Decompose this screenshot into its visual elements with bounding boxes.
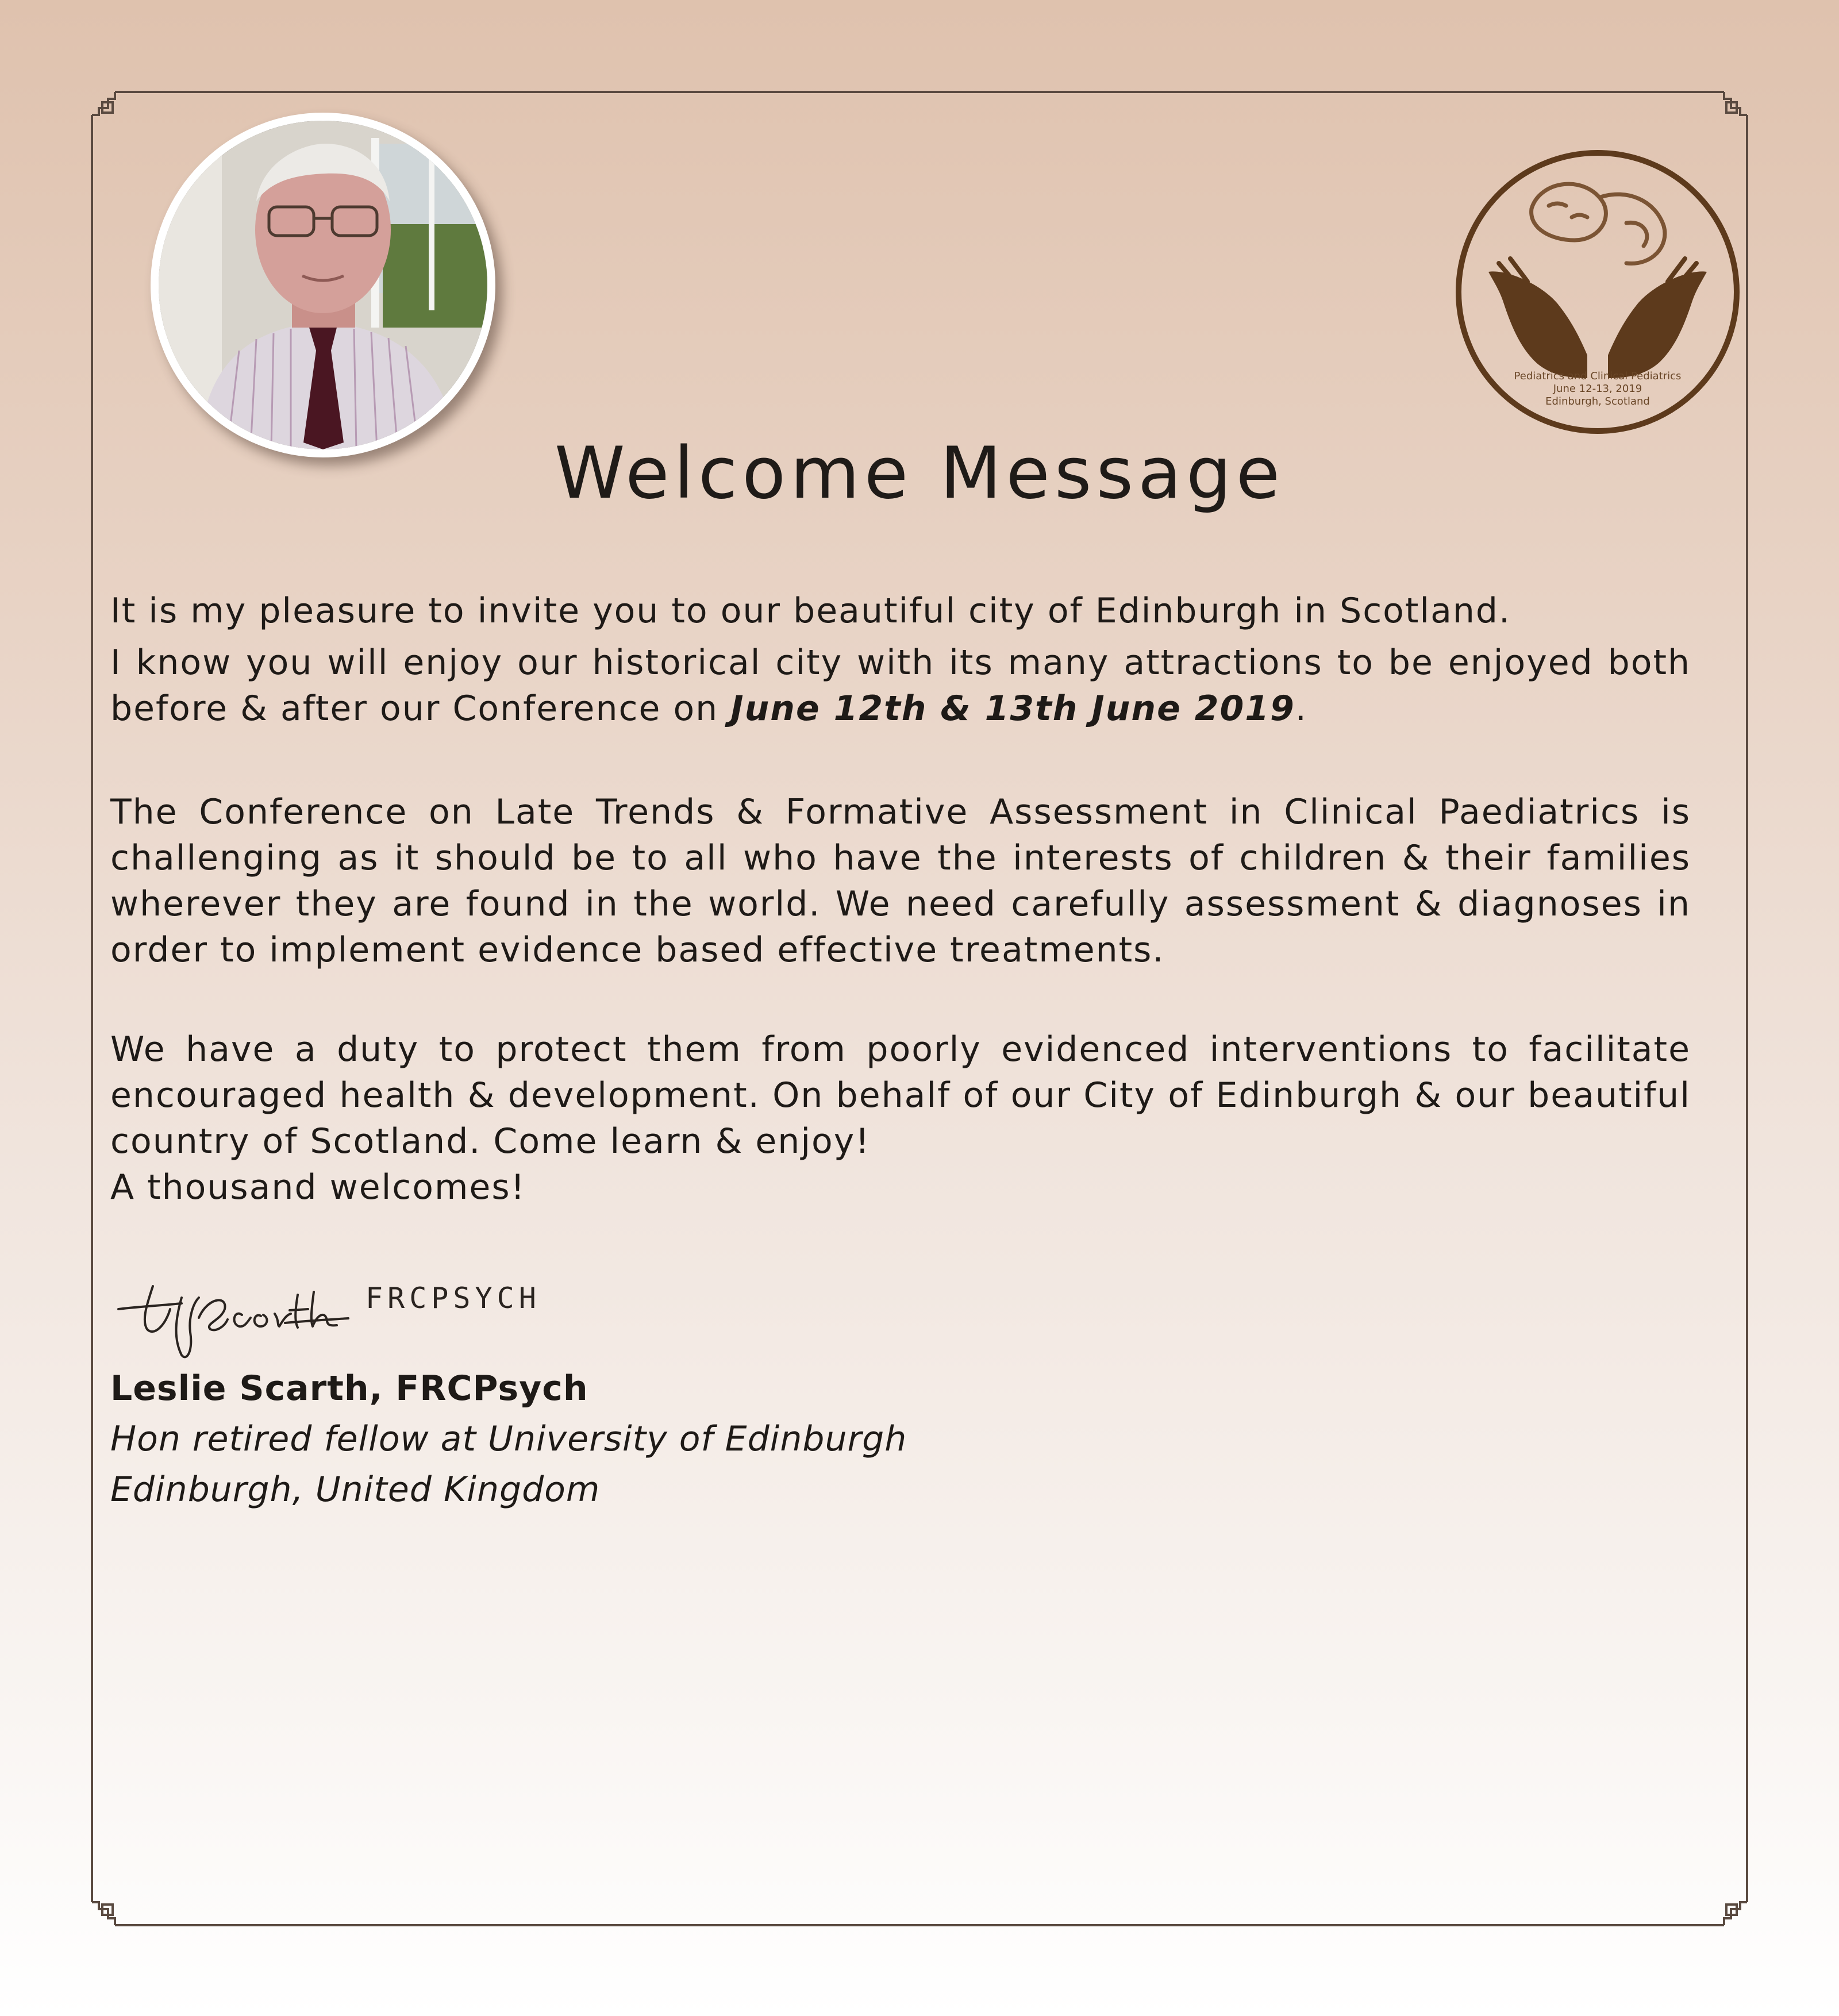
message-paragraph-1-end: .	[1295, 688, 1307, 729]
signatory-location: Edinburgh, United Kingdom	[110, 1469, 601, 1510]
signatory-block	[110, 1363, 907, 1515]
message-paragraph-1-line-1: It is my pleasure to invite you to our beautiful city of Edinburgh in Scotland.	[110, 591, 1511, 631]
logo-text-line1: Pediatrics and Clinical Pediatrics	[1514, 370, 1682, 382]
message-paragraph-1-text: I know you will enjoy our historical city with its many attractions to be enjoyed both before & after our Conference on	[110, 642, 1691, 729]
message-closing-line: A thousand welcomes!	[110, 1167, 526, 1207]
message-paragraph-2: The Conference on Late Trends & Formative Assessment in Clinical Paediatrics is challenging as it should be to all who have the interests of children & their families wherever they are found in the world. We need carefully assessment & diagnoses in order to implement evidence based effective treatments.	[110, 792, 1691, 970]
message-paragraph-3: We have a duty to protect them from poorly evidenced interventions to facilitate encouraged health & development. On behalf of our City of Edinburgh & our beautiful country of Scotland. Come learn & enjoy!	[110, 1029, 1691, 1161]
signatory-name: Leslie Scarth, FRCPsych	[110, 1368, 588, 1409]
signatory-role: Hon retired fellow at University of Edinburgh	[110, 1419, 907, 1459]
logo-text-line3: Edinburgh, Scotland	[1545, 395, 1650, 407]
handwritten-signature	[113, 1263, 664, 1367]
conference-logo	[1454, 148, 1741, 436]
conference-date: June 12th & 13th June 2019	[730, 688, 1295, 729]
message-paragraph-1-line-2	[110, 640, 1691, 732]
speaker-portrait	[151, 113, 495, 457]
signature-credential: FRCPSYCH	[366, 1282, 541, 1315]
baby-in-hands-icon	[1488, 184, 1707, 378]
logo-text-line2: June 12-13, 2019	[1553, 383, 1642, 395]
page-title: Welcome Message	[554, 432, 1285, 515]
